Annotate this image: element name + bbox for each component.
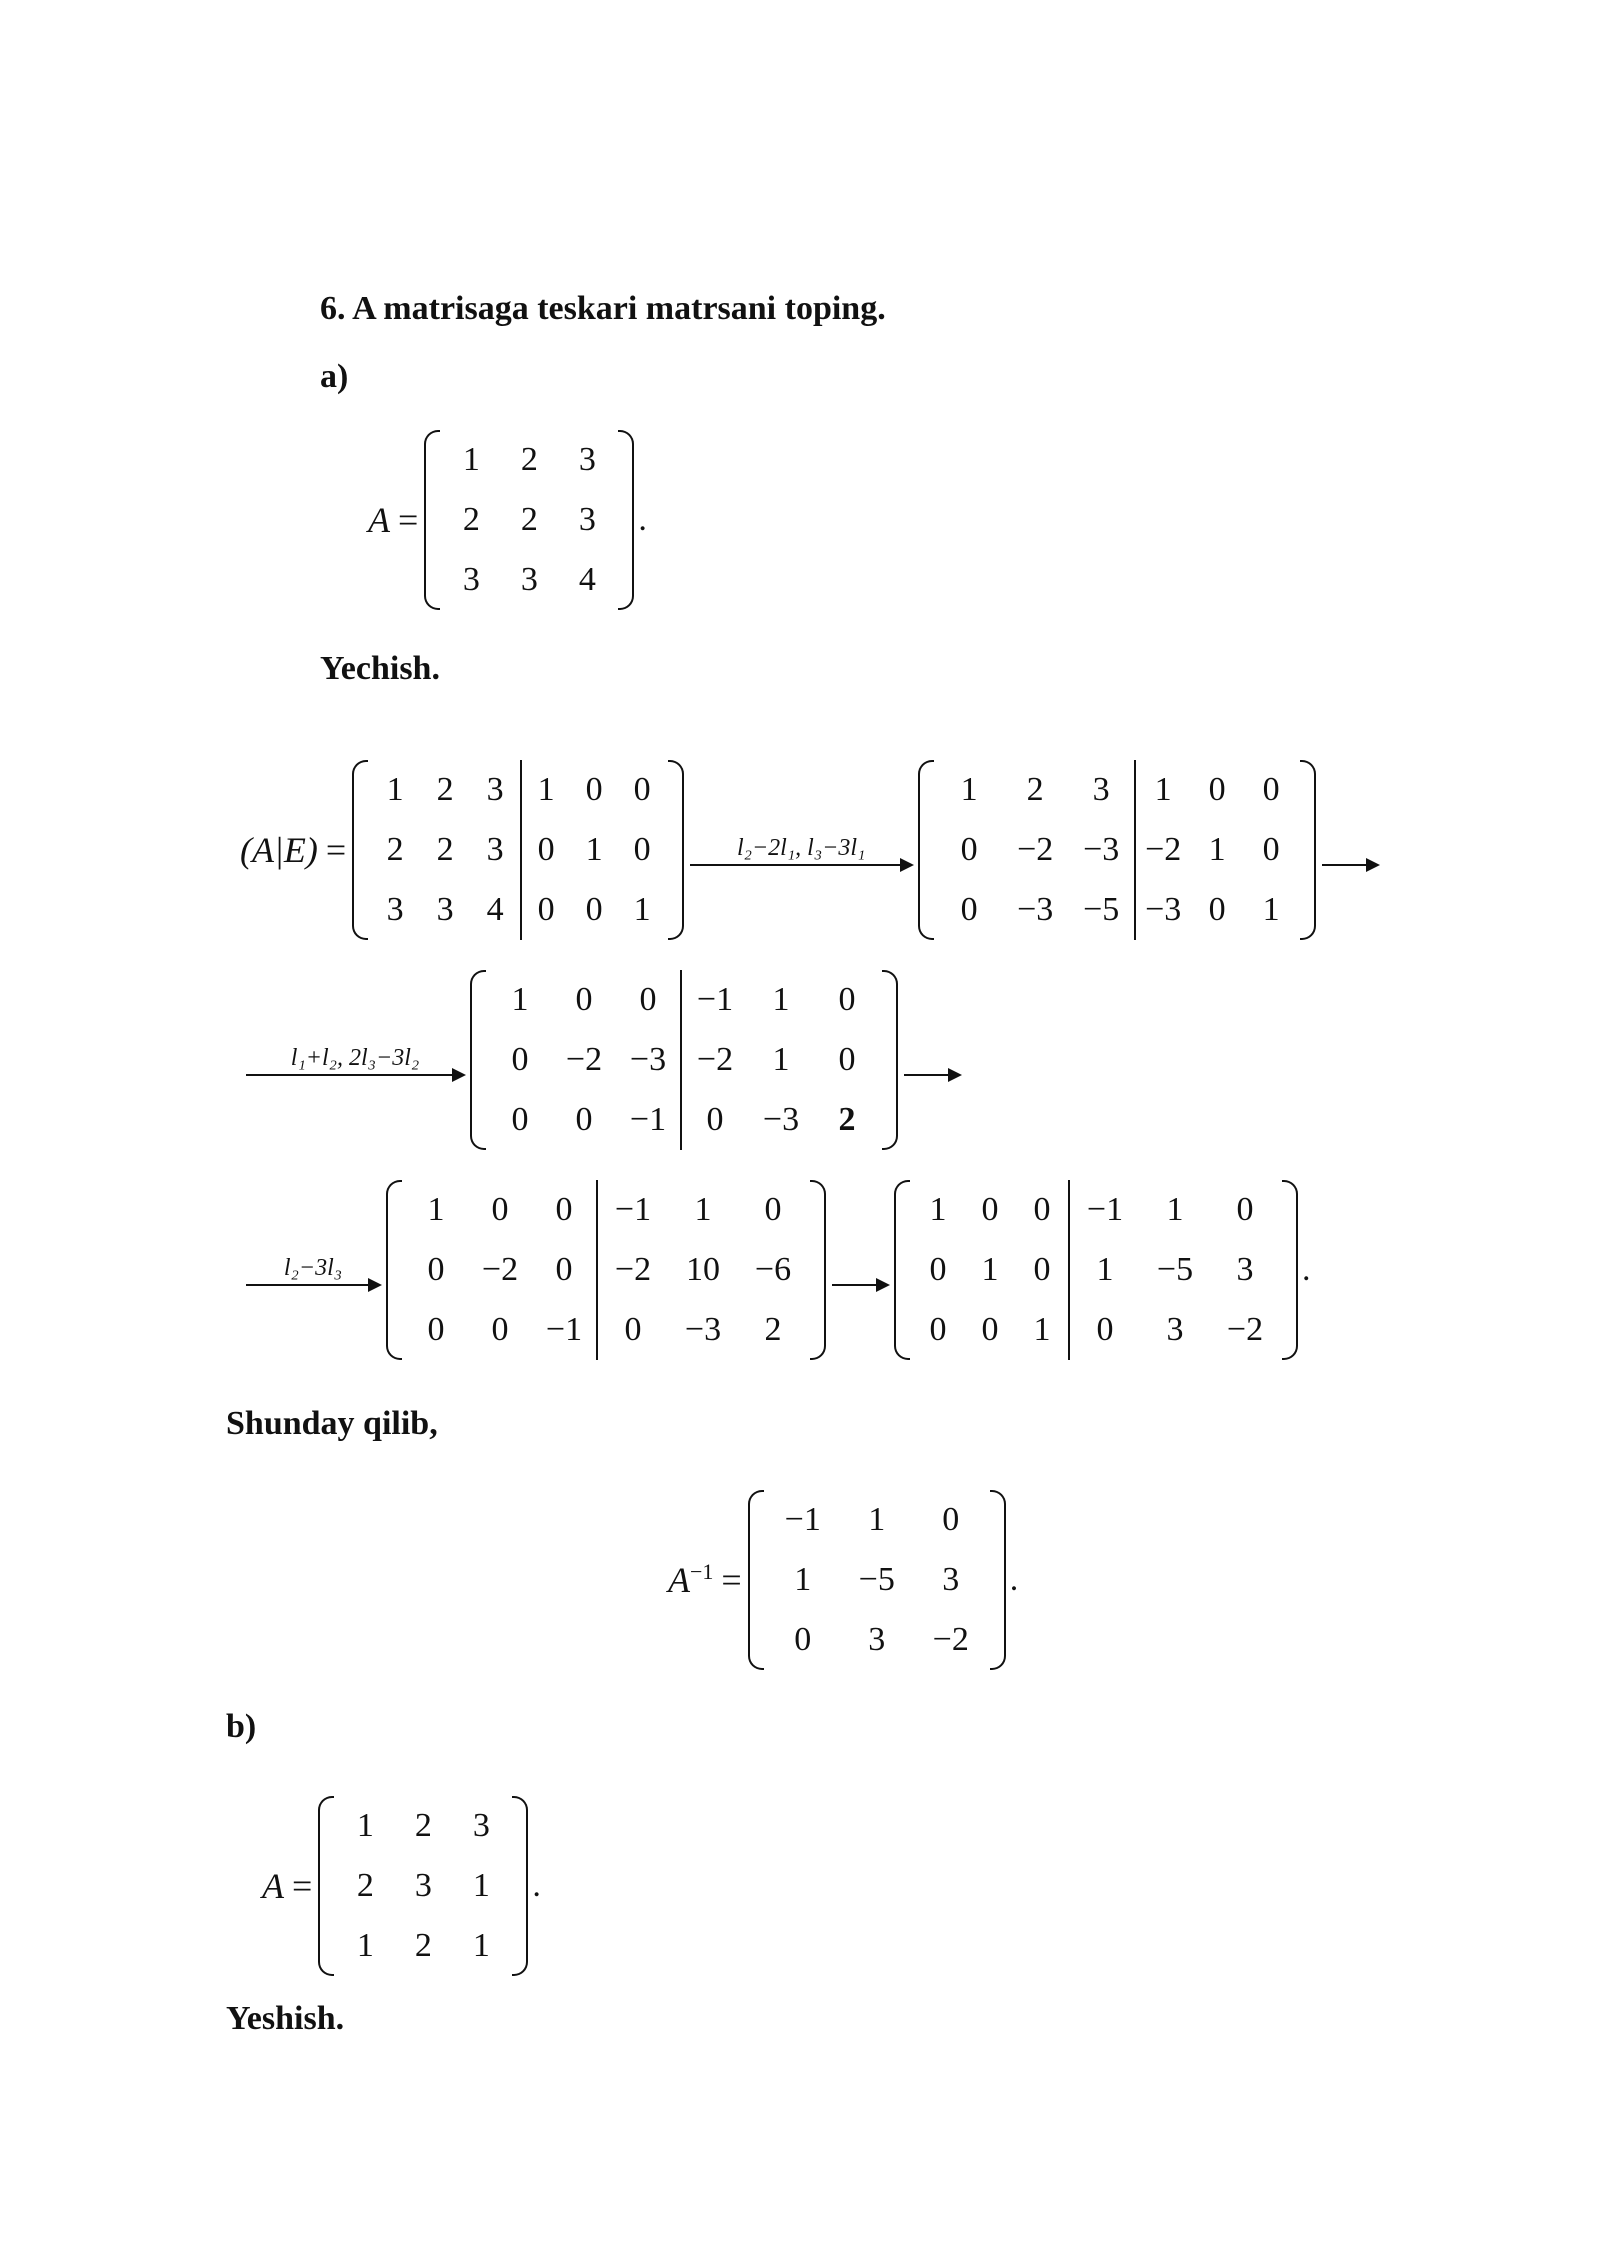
matrix-cell: −2 [565,1041,603,1078]
matrix-cell: 3 [436,891,454,928]
matrix-cell: 0 [585,891,603,928]
matrix-cell: 1 [694,1191,712,1228]
matrix-cell: −2 [1145,831,1182,868]
matrix-cell: 1 [1154,771,1172,808]
matrix-cell: 0 [1208,771,1226,808]
matrix-cell: −3 [629,1041,667,1078]
step1-equation [240,760,1384,940]
matrix-cell: 1 [633,891,651,928]
matrix-cell: −2 [614,1251,652,1288]
matrix-cell: 1 [356,1927,374,1964]
matrix-cell: 0 [633,831,651,868]
matrix-cell: −3 [1145,891,1182,928]
matrix-a-equation [368,430,647,610]
matrix-cell: −2 [481,1251,519,1288]
matrix-cell: 0 [1208,891,1226,928]
matrix-cell: 1 [427,1191,445,1228]
inverse-lhs: $A^{-1}$ = [668,1559,742,1600]
augmented-matrix-3 [470,970,898,1150]
matrix-cell: −1 [545,1311,583,1348]
matrix-cell: 2 [386,831,404,868]
matrix-cell: 3 [578,501,596,538]
matrix-cell: 2 [764,1311,782,1348]
matrix-cell: 2 [436,771,454,808]
matrix-cell: −3 [1017,891,1054,928]
matrix-cell: 0 [427,1311,445,1348]
matrix-cell: 0 [960,831,978,868]
matrix-cell: 1 [356,1807,374,1844]
augmented-matrix-1 [352,760,684,940]
matrix-cell: −5 [1156,1251,1194,1288]
matrix-cell: 0 [1236,1191,1254,1228]
matrix-cell: 4 [578,561,596,598]
matrix-cell: 0 [575,1101,593,1138]
step1-continue-arrow [1322,835,1378,866]
inverse-matrix [748,1490,1006,1670]
matrix-cell: 0 [1033,1191,1051,1228]
matrix-cell: 1 [794,1561,812,1598]
matrix-cell: 0 [960,891,978,928]
matrix-cell: −3 [1083,831,1120,868]
matrix-cell: 0 [981,1311,999,1348]
matrix-cell: 1 [929,1191,947,1228]
matrix-cell: 0 [1096,1311,1114,1348]
matrix-cell: 1 [472,1867,490,1904]
matrix-cell: 3 [1166,1311,1184,1348]
matrix-cell: 3 [1236,1251,1254,1288]
matrix-b [318,1796,528,1976]
matrix-cell: 0 [706,1101,724,1138]
matrix-cell: 2 [462,501,480,538]
matrix-cell: 1 [462,441,480,478]
matrix-cell: −1 [614,1191,652,1228]
matrix-cell: 3 [1092,771,1110,808]
matrix-cell: 10 [686,1251,720,1288]
conclusion-label: Shunday qilib, [226,1405,438,1442]
step2-equation [240,970,966,1150]
matrix-cell: 1 [772,981,790,1018]
matrix-cell: 2 [356,1867,374,1904]
matrix-a-lhs: A = [368,500,419,540]
matrix-cell: 3 [472,1807,490,1844]
step2-arrow-label: l₁+l₂, 2l₃−3l₂ [290,1044,420,1071]
matrix-cell: 0 [491,1311,509,1348]
matrix-cell: 1 [960,771,978,808]
matrix-cell: 2 [1026,771,1044,808]
matrix-cell: 0 [794,1621,812,1658]
matrix-cell: 0 [555,1251,573,1288]
matrix-cell: 3 [486,771,504,808]
matrix-cell: −1 [696,981,734,1018]
augmented-matrix-5 [894,1180,1298,1360]
matrix-cell: 0 [981,1191,999,1228]
matrix-cell: 0 [575,981,593,1018]
matrix-cell: 3 [486,831,504,868]
matrix-cell: 0 [1262,831,1280,868]
matrix-cell: −3 [762,1101,800,1138]
matrix-b-period: . [532,1867,541,1904]
step2-arrow [246,1045,464,1076]
augmented-matrix-4 [386,1180,826,1360]
matrix-cell: 2 [520,501,538,538]
matrix-cell: 0 [764,1191,782,1228]
matrix-cell: 0 [929,1251,947,1288]
matrix-cell: −1 [784,1501,821,1538]
matrix-cell: 3 [414,1867,432,1904]
solution-label-a: Yechish. [320,650,440,687]
inverse-equation [668,1490,1018,1670]
matrix-cell: 3 [942,1561,960,1598]
matrix-cell: 0 [1033,1251,1051,1288]
matrix-cell: 2 [414,1927,432,1964]
matrix-cell: 0 [639,981,657,1018]
matrix-cell: −2 [1017,831,1054,868]
step3-arrow-label: l₂−3l₃ [283,1254,343,1281]
part-b-label: b) [226,1708,257,1745]
matrix-cell: 0 [511,1041,529,1078]
matrix-b-lhs: A = [262,1866,313,1906]
problem-heading: 6. A matrisaga teskari matrsani toping. [320,290,886,327]
augmented-lhs: (A|E) = [240,830,347,870]
matrix-cell: −2 [1226,1311,1264,1348]
matrix-cell: −2 [696,1041,734,1078]
matrix-cell: 0 [537,891,555,928]
matrix-cell: −6 [754,1251,792,1288]
matrix-a-period: . [638,501,647,538]
solution-label-b: Yeshish. [226,2000,345,2037]
matrix-cell: 3 [462,561,480,598]
matrix-cell: 0 [491,1191,509,1228]
matrix-cell: 4 [486,891,504,928]
matrix-cell: 1 [537,771,555,808]
matrix-cell: 0 [1262,771,1280,808]
matrix-cell: 1 [1208,831,1226,868]
matrix-cell: 1 [772,1041,790,1078]
step3-period: . [1302,1251,1311,1288]
matrix-cell: 1 [1096,1251,1114,1288]
augmented-matrix-2 [918,760,1316,940]
matrix-cell: 0 [585,771,603,808]
matrix-b-equation [262,1796,541,1976]
matrix-cell: −5 [858,1561,895,1598]
matrix-cell: 1 [472,1927,490,1964]
matrix-cell: −1 [629,1101,667,1138]
matrix-cell: 1 [868,1501,886,1538]
matrix-cell: 3 [578,441,596,478]
matrix-cell: 1 [585,831,603,868]
matrix-cell: 0 [838,981,856,1018]
matrix-cell: 0 [537,831,555,868]
matrix-cell: 3 [868,1621,886,1658]
matrix-cell: 0 [555,1191,573,1228]
matrix-cell: 0 [633,771,651,808]
matrix-cell: −3 [684,1311,722,1348]
matrix-cell: 2 [436,831,454,868]
matrix-cell: 1 [511,981,529,1018]
step2-continue-arrow [904,1045,960,1076]
step3-equation [240,1180,1311,1360]
inverse-period: . [1009,1561,1019,1598]
matrix-cell: 1 [1262,891,1280,928]
matrix-cell: 0 [929,1311,947,1348]
matrix-cell: −2 [932,1621,969,1658]
matrix-cell: 1 [981,1251,999,1288]
matrix-cell: 2 [520,441,538,478]
matrix-cell: −1 [1086,1191,1124,1228]
matrix-cell: 3 [520,561,538,598]
step1-arrow-label: l₂−2l₁, l₃−3l₁ [736,834,866,861]
part-a-label: a) [320,358,349,395]
matrix-cell: 0 [942,1501,960,1538]
matrix-cell: 1 [1033,1311,1051,1348]
matrix-cell: 2 [414,1807,432,1844]
matrix-cell: 2 [838,1101,856,1138]
matrix-cell: 0 [511,1101,529,1138]
matrix-cell: 0 [624,1311,642,1348]
matrix-cell: 1 [1166,1191,1184,1228]
matrix-cell: 1 [386,771,404,808]
matrix-cell: 0 [427,1251,445,1288]
matrix-cell: 3 [386,891,404,928]
matrix-a [424,430,634,610]
step3-result-arrow [832,1255,888,1286]
matrix-cell: −5 [1083,891,1120,928]
step3-arrow [246,1255,380,1286]
step1-arrow [690,835,912,866]
matrix-cell: 0 [838,1041,856,1078]
